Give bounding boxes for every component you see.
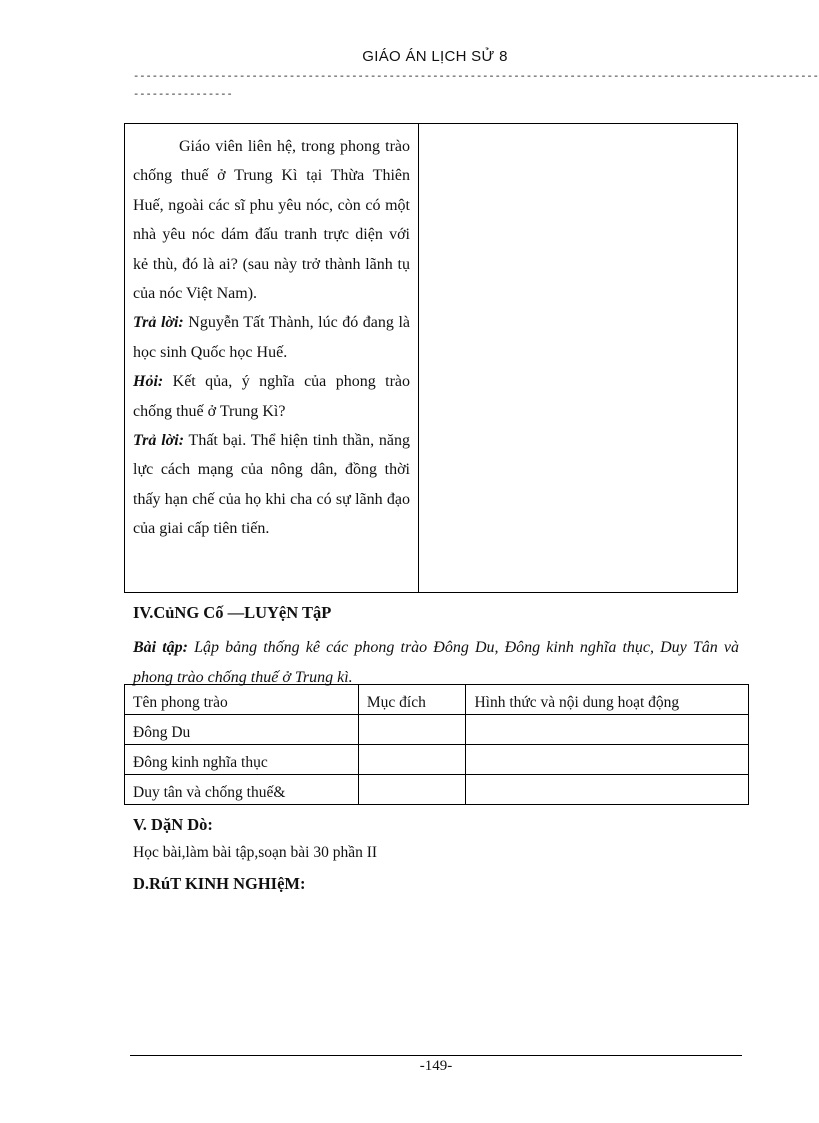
answer-label: Trả lời: [133, 314, 184, 332]
table-row [125, 715, 749, 745]
table-cell [466, 715, 749, 745]
page-number: -149- [419, 1058, 453, 1074]
footer-rule [130, 1055, 742, 1056]
table-header-cell: Mục đích [358, 685, 466, 715]
section-v-heading: V. DặN Dò: [133, 815, 213, 834]
table-row [125, 775, 749, 805]
teacher-intro-paragraph: Giáo viên liên hệ, trong phong trào chống thuế ở Trung Kì tại Thừa Thiên Huế, ngoài các sĩ phu yêu nóc, còn có một nhà yêu nóc dám đấu tranh trực diện với kẻ thù, đó là ai? (sau này trở thành lãnh tụ của nóc Việt Nam). [133, 138, 410, 303]
table-row [125, 745, 749, 775]
homework-text: Học bài,làm bài tập,soạn bài 30 phần II [133, 844, 378, 861]
header-dash-separator: -------------------------------------------------------------------------------------------------------------- [133, 71, 819, 83]
header-dash-separator-continuation: ---------------- [133, 89, 233, 101]
question-label: Hỏi: [133, 373, 164, 391]
teacher-activity-cell [133, 132, 410, 544]
question-paragraph-2 [133, 367, 410, 426]
table-header-row [125, 685, 749, 715]
exercise-text: Lập bảng thống kê các phong trào Đông Du, Đông kinh nghĩa thục, Duy Tân và phong trào chống thuế ở Trung kì. [133, 639, 740, 686]
table-cell [466, 775, 749, 805]
page-header-title: GIÁO ÁN LỊCH SỬ 8 [362, 48, 508, 65]
answer-text: Nguyễn Tất Thành, lúc đó đang là học sinh Quốc học Huế. [133, 314, 410, 361]
movement-summary-table [124, 684, 749, 805]
table-cell [466, 745, 749, 775]
table-cell: Đông kinh nghĩa thục [125, 745, 359, 775]
answer-label: Trả lời: [133, 432, 185, 450]
table-cell [358, 745, 466, 775]
answer-paragraph-1 [133, 308, 410, 367]
table-header-cell: Tên phong trào [125, 685, 359, 715]
answer-text: Thất bại. Thể hiện tinh thần, năng lực cách mạng của nông dân, đồng thời thấy hạn chế của họ khi cha có sự lãnh đạo của giai cấp tiên tiến. [133, 432, 410, 538]
answer-paragraph-2 [133, 426, 410, 544]
section-iv-heading: IV.CủNG Cố —LUYệN TậP [133, 603, 332, 622]
table-cell [358, 715, 466, 745]
table-cell: Đông Du [125, 715, 359, 745]
section-d-heading: D.RúT KINH NGHIệM: [133, 874, 306, 893]
question-text: Kết qủa, ý nghĩa của phong trào chống thuế ở Trung Kì? [133, 373, 410, 420]
table-cell: Duy tân và chống thuế& [125, 775, 359, 805]
table-column-divider [418, 124, 419, 592]
lesson-activity-table [124, 123, 738, 593]
table-header-cell: Hình thức và nội dung hoạt động [466, 685, 749, 715]
exercise-label: Bài tập: [133, 639, 188, 656]
table-cell [358, 775, 466, 805]
